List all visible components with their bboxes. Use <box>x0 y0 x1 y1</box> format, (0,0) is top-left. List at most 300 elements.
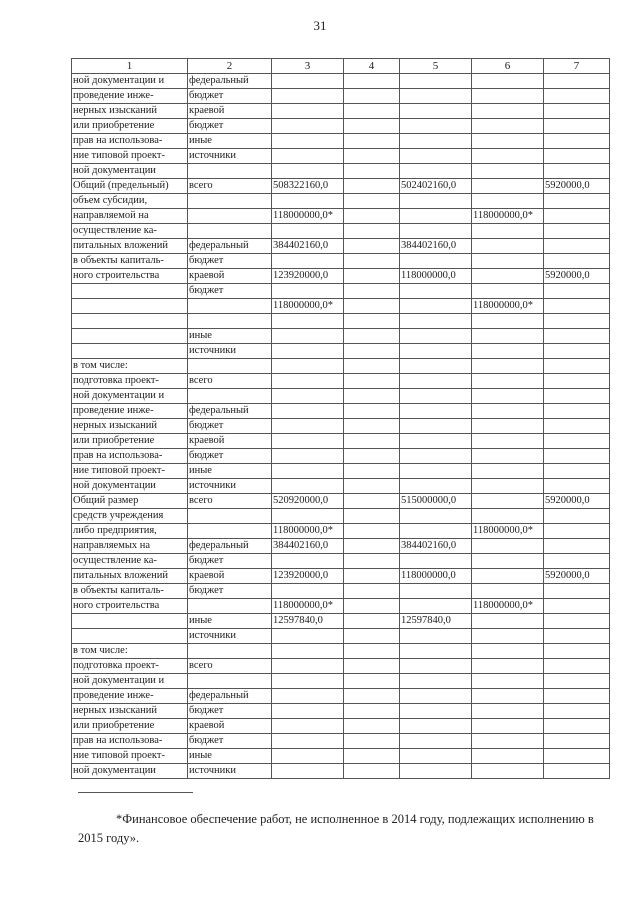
table-row <box>72 209 610 224</box>
value-cell <box>400 74 472 89</box>
value-cell <box>544 299 610 314</box>
value-cell <box>544 314 610 329</box>
value-cell <box>544 479 610 494</box>
value-cell <box>272 659 344 674</box>
source-cell: федеральный <box>188 404 272 419</box>
value-cell <box>344 734 400 749</box>
value-cell <box>544 209 610 224</box>
table-row <box>72 704 610 719</box>
table-row <box>72 644 610 659</box>
value-cell <box>400 119 472 134</box>
table-row <box>72 494 610 509</box>
value-cell <box>272 554 344 569</box>
value-cell <box>400 224 472 239</box>
value-cell <box>544 134 610 149</box>
value-cell <box>344 749 400 764</box>
value-cell <box>344 314 400 329</box>
value-cell <box>472 689 544 704</box>
value-cell <box>472 89 544 104</box>
value-cell <box>344 389 400 404</box>
source-cell: источники <box>188 479 272 494</box>
value-cell: 118000000,0 <box>400 269 472 284</box>
value-cell <box>272 749 344 764</box>
source-cell: федеральный <box>188 239 272 254</box>
value-cell: 118000000,0* <box>272 599 344 614</box>
row-label-cell: питальных вложений <box>72 569 188 584</box>
value-cell <box>344 464 400 479</box>
value-cell <box>544 554 610 569</box>
source-cell: бюджет <box>188 704 272 719</box>
table-row <box>72 104 610 119</box>
table-row <box>72 689 610 704</box>
table-row <box>72 119 610 134</box>
value-cell <box>400 479 472 494</box>
value-cell <box>544 749 610 764</box>
source-cell: бюджет <box>188 284 272 299</box>
value-cell <box>472 254 544 269</box>
value-cell: 5920000,0 <box>544 494 610 509</box>
value-cell: 123920000,0 <box>272 269 344 284</box>
source-cell: иные <box>188 464 272 479</box>
value-cell <box>544 224 610 239</box>
value-cell <box>272 164 344 179</box>
value-cell <box>472 134 544 149</box>
value-cell: 118000000,0* <box>472 299 544 314</box>
value-cell <box>400 434 472 449</box>
value-cell <box>400 524 472 539</box>
value-cell <box>272 764 344 779</box>
table-row <box>72 194 610 209</box>
row-label-cell <box>72 629 188 644</box>
value-cell <box>472 194 544 209</box>
value-cell <box>544 704 610 719</box>
value-cell <box>472 659 544 674</box>
row-label-cell: подготовка проект- <box>72 374 188 389</box>
value-cell <box>272 374 344 389</box>
value-cell <box>472 224 544 239</box>
value-cell <box>544 539 610 554</box>
source-cell <box>188 674 272 689</box>
row-label-cell: ние типовой проект- <box>72 464 188 479</box>
value-cell <box>400 374 472 389</box>
row-label-cell: или приобретение <box>72 434 188 449</box>
value-cell <box>400 449 472 464</box>
value-cell <box>272 329 344 344</box>
table-row <box>72 524 610 539</box>
value-cell <box>344 659 400 674</box>
table-row <box>72 134 610 149</box>
value-cell <box>472 539 544 554</box>
table-row <box>72 479 610 494</box>
source-cell: бюджет <box>188 449 272 464</box>
value-cell: 118000000,0 <box>400 569 472 584</box>
value-cell <box>544 599 610 614</box>
value-cell <box>344 509 400 524</box>
value-cell <box>272 134 344 149</box>
row-label-cell: прав на использова- <box>72 734 188 749</box>
source-cell: источники <box>188 149 272 164</box>
value-cell <box>472 389 544 404</box>
row-label-cell: в том числе: <box>72 359 188 374</box>
value-cell <box>472 764 544 779</box>
value-cell <box>472 644 544 659</box>
row-label-cell: или приобретение <box>72 719 188 734</box>
source-cell: краевой <box>188 434 272 449</box>
table-row <box>72 344 610 359</box>
row-label-cell: или приобретение <box>72 119 188 134</box>
value-cell <box>544 449 610 464</box>
row-label-cell: направляемой на <box>72 209 188 224</box>
value-cell <box>544 644 610 659</box>
row-label-cell: осуществление ка- <box>72 224 188 239</box>
value-cell <box>544 344 610 359</box>
value-cell: 118000000,0* <box>272 209 344 224</box>
value-cell <box>400 194 472 209</box>
source-cell: федеральный <box>188 74 272 89</box>
source-cell <box>188 359 272 374</box>
source-cell: всего <box>188 374 272 389</box>
table-row <box>72 749 610 764</box>
value-cell <box>472 164 544 179</box>
value-cell <box>544 509 610 524</box>
row-label-cell: ной документации и <box>72 674 188 689</box>
row-label-cell: ной документации <box>72 764 188 779</box>
value-cell <box>400 299 472 314</box>
table-row <box>72 719 610 734</box>
value-cell <box>544 194 610 209</box>
value-cell <box>472 179 544 194</box>
source-cell: бюджет <box>188 254 272 269</box>
value-cell <box>472 554 544 569</box>
row-label-cell: ной документации <box>72 479 188 494</box>
value-cell <box>344 209 400 224</box>
row-label-cell: прав на использова- <box>72 134 188 149</box>
row-label-cell: ной документации <box>72 164 188 179</box>
value-cell <box>400 344 472 359</box>
value-cell: 5920000,0 <box>544 569 610 584</box>
source-cell <box>188 509 272 524</box>
source-cell: источники <box>188 629 272 644</box>
value-cell: 118000000,0* <box>472 209 544 224</box>
table-row <box>72 359 610 374</box>
value-cell <box>544 764 610 779</box>
value-cell <box>400 764 472 779</box>
value-cell <box>400 689 472 704</box>
value-cell <box>400 464 472 479</box>
footnote: *Финансовое обеспечение работ, не исполненное в 2014 году, подлежащих исполнению в 2015 году». <box>78 812 594 845</box>
source-cell: всего <box>188 179 272 194</box>
value-cell <box>472 119 544 134</box>
value-cell: 384402160,0 <box>400 539 472 554</box>
table-row <box>72 659 610 674</box>
source-cell <box>188 194 272 209</box>
value-cell <box>344 164 400 179</box>
value-cell <box>344 479 400 494</box>
row-label-cell: осуществление ка- <box>72 554 188 569</box>
value-cell <box>400 284 472 299</box>
source-cell: бюджет <box>188 89 272 104</box>
value-cell <box>272 644 344 659</box>
value-cell <box>544 674 610 689</box>
table-row <box>72 764 610 779</box>
value-cell <box>344 344 400 359</box>
value-cell <box>472 344 544 359</box>
value-cell <box>400 674 472 689</box>
value-cell <box>544 254 610 269</box>
table-row <box>72 629 610 644</box>
value-cell <box>544 104 610 119</box>
value-cell <box>272 629 344 644</box>
source-cell: источники <box>188 764 272 779</box>
table-row <box>72 224 610 239</box>
value-cell <box>272 74 344 89</box>
value-cell <box>472 374 544 389</box>
table-row <box>72 599 610 614</box>
value-cell <box>272 404 344 419</box>
value-cell <box>272 314 344 329</box>
table-row <box>72 329 610 344</box>
value-cell: 5920000,0 <box>544 179 610 194</box>
row-label-cell: либо предприятия, <box>72 524 188 539</box>
value-cell <box>400 554 472 569</box>
value-cell: 384402160,0 <box>272 239 344 254</box>
value-cell <box>344 254 400 269</box>
value-cell <box>472 719 544 734</box>
value-cell <box>272 719 344 734</box>
table-row <box>72 404 610 419</box>
value-cell <box>272 344 344 359</box>
source-cell <box>188 164 272 179</box>
row-label-cell: нерных изысканий <box>72 704 188 719</box>
table-row <box>72 314 610 329</box>
value-cell <box>544 614 610 629</box>
row-label-cell <box>72 314 188 329</box>
value-cell <box>344 719 400 734</box>
value-cell <box>472 509 544 524</box>
value-cell <box>272 104 344 119</box>
value-cell <box>472 284 544 299</box>
value-cell <box>400 329 472 344</box>
value-cell <box>472 329 544 344</box>
value-cell <box>344 599 400 614</box>
table-row <box>72 419 610 434</box>
value-cell <box>472 419 544 434</box>
value-cell <box>400 134 472 149</box>
table-row <box>72 74 610 89</box>
value-cell <box>400 599 472 614</box>
value-cell <box>544 359 610 374</box>
row-label-cell: Общий размер <box>72 494 188 509</box>
value-cell <box>272 689 344 704</box>
header-cell: 7 <box>544 59 610 74</box>
value-cell <box>544 119 610 134</box>
source-cell: иные <box>188 329 272 344</box>
value-cell <box>344 269 400 284</box>
value-cell <box>344 434 400 449</box>
value-cell <box>344 194 400 209</box>
value-cell <box>344 524 400 539</box>
value-cell <box>472 269 544 284</box>
value-cell <box>344 674 400 689</box>
value-cell <box>344 179 400 194</box>
value-cell <box>272 674 344 689</box>
source-cell: бюджет <box>188 734 272 749</box>
value-cell <box>544 434 610 449</box>
value-cell <box>344 89 400 104</box>
source-cell <box>188 224 272 239</box>
row-label-cell: объем субсидии, <box>72 194 188 209</box>
value-cell <box>472 494 544 509</box>
value-cell <box>344 419 400 434</box>
value-cell: 502402160,0 <box>400 179 472 194</box>
source-cell <box>188 644 272 659</box>
value-cell <box>400 359 472 374</box>
value-cell <box>272 449 344 464</box>
value-cell <box>400 419 472 434</box>
value-cell: 123920000,0 <box>272 569 344 584</box>
source-cell: краевой <box>188 104 272 119</box>
row-label-cell: нерных изысканий <box>72 419 188 434</box>
value-cell <box>344 644 400 659</box>
value-cell <box>472 149 544 164</box>
table-row <box>72 434 610 449</box>
source-cell <box>188 209 272 224</box>
value-cell <box>400 734 472 749</box>
row-label-cell <box>72 299 188 314</box>
row-label-cell: прав на использова- <box>72 449 188 464</box>
value-cell <box>472 629 544 644</box>
value-cell <box>400 584 472 599</box>
value-cell <box>344 554 400 569</box>
value-cell <box>472 404 544 419</box>
source-cell: федеральный <box>188 689 272 704</box>
source-cell <box>188 314 272 329</box>
value-cell <box>544 584 610 599</box>
header-cell: 2 <box>188 59 272 74</box>
value-cell: 118000000,0* <box>272 524 344 539</box>
value-cell <box>400 104 472 119</box>
table-row <box>72 569 610 584</box>
value-cell <box>544 284 610 299</box>
value-cell <box>544 239 610 254</box>
value-cell <box>344 614 400 629</box>
value-cell <box>544 734 610 749</box>
value-cell <box>472 239 544 254</box>
value-cell <box>472 749 544 764</box>
value-cell <box>272 284 344 299</box>
value-cell <box>472 104 544 119</box>
table-row <box>72 239 610 254</box>
value-cell <box>472 74 544 89</box>
row-label-cell: Общий (предельный) <box>72 179 188 194</box>
row-label-cell: в объекты капиталь- <box>72 584 188 599</box>
value-cell <box>272 479 344 494</box>
value-cell <box>344 569 400 584</box>
value-cell <box>344 629 400 644</box>
value-cell <box>272 509 344 524</box>
value-cell <box>544 719 610 734</box>
value-cell <box>472 734 544 749</box>
value-cell <box>272 464 344 479</box>
header-cell: 5 <box>400 59 472 74</box>
value-cell <box>544 419 610 434</box>
funding-table <box>71 58 610 779</box>
value-cell <box>544 329 610 344</box>
table-row <box>72 539 610 554</box>
value-cell <box>272 89 344 104</box>
row-label-cell <box>72 329 188 344</box>
value-cell <box>344 764 400 779</box>
value-cell <box>272 389 344 404</box>
row-label-cell <box>72 284 188 299</box>
page-number: 31 <box>313 18 327 33</box>
value-cell <box>544 89 610 104</box>
row-label-cell: в объекты капиталь- <box>72 254 188 269</box>
source-cell: всего <box>188 494 272 509</box>
row-label-cell: проведение инже- <box>72 404 188 419</box>
value-cell <box>400 509 472 524</box>
table-row <box>72 179 610 194</box>
header-row <box>72 59 610 74</box>
value-cell <box>344 119 400 134</box>
table-row <box>72 254 610 269</box>
value-cell: 520920000,0 <box>272 494 344 509</box>
header-cell: 6 <box>472 59 544 74</box>
table-row <box>72 584 610 599</box>
value-cell: 5920000,0 <box>544 269 610 284</box>
value-cell <box>400 389 472 404</box>
value-cell <box>344 539 400 554</box>
row-label-cell: направляемых на <box>72 539 188 554</box>
value-cell <box>400 209 472 224</box>
value-cell <box>272 224 344 239</box>
value-cell: 118000000,0* <box>472 599 544 614</box>
source-cell: иные <box>188 749 272 764</box>
value-cell <box>544 374 610 389</box>
table-row <box>72 554 610 569</box>
source-cell: бюджет <box>188 584 272 599</box>
row-label-cell: питальных вложений <box>72 239 188 254</box>
row-label-cell: ного строительства <box>72 599 188 614</box>
table-row <box>72 269 610 284</box>
source-cell: бюджет <box>188 554 272 569</box>
value-cell <box>472 314 544 329</box>
table-row <box>72 284 610 299</box>
source-cell: краевой <box>188 719 272 734</box>
value-cell <box>344 104 400 119</box>
value-cell <box>344 494 400 509</box>
value-cell: 508322160,0 <box>272 179 344 194</box>
row-label-cell: средств учреждения <box>72 509 188 524</box>
value-cell <box>344 704 400 719</box>
value-cell <box>344 239 400 254</box>
header-cell: 1 <box>72 59 188 74</box>
value-cell <box>544 164 610 179</box>
value-cell: 384402160,0 <box>272 539 344 554</box>
value-cell <box>472 569 544 584</box>
value-cell <box>544 524 610 539</box>
table-row <box>72 389 610 404</box>
source-cell: краевой <box>188 569 272 584</box>
value-cell <box>400 404 472 419</box>
value-cell <box>544 629 610 644</box>
table-row <box>72 374 610 389</box>
value-cell <box>400 644 472 659</box>
value-cell <box>272 359 344 374</box>
source-cell <box>188 599 272 614</box>
value-cell <box>344 74 400 89</box>
value-cell <box>400 629 472 644</box>
